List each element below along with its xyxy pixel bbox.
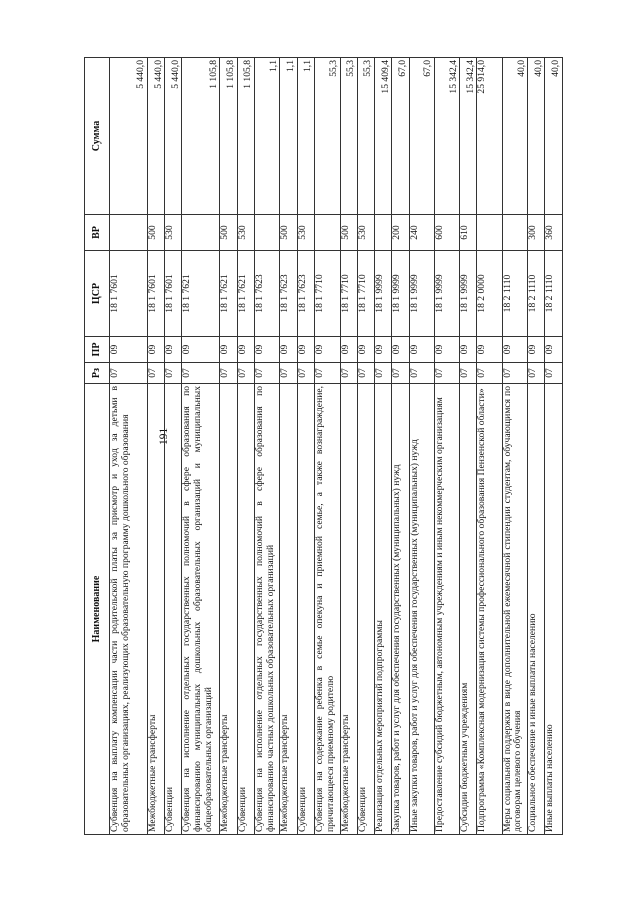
table-row [545,58,563,835]
row-sum: 1 105,8 [182,58,220,215]
row-csr: 18 1 9999 [409,251,434,337]
row-rz: 07 [280,363,297,384]
row-rz: 07 [147,363,164,384]
row-vr: 600 [434,215,459,251]
row-rz: 07 [460,363,477,384]
row-rz: 07 [502,363,528,384]
row-csr: 18 2 1110 [502,251,528,337]
row-sum: 5 440,0 [110,58,148,215]
row-pr: 09 [220,337,237,363]
table-row [434,58,459,835]
row-name: Межбюджетные трансферты [280,384,297,835]
row-vr: 240 [409,215,434,251]
row-name: Предоставление субсидий бюджетным, автономным учреждениям и иным некоммерческим организациям [434,384,459,835]
budget-table [84,57,563,835]
row-sum: 1 105,8 [237,58,254,215]
row-vr: 500 [147,215,164,251]
row-csr: 18 1 7710 [314,251,340,337]
table-row [528,58,545,835]
table-row [182,58,220,835]
row-pr: 09 [477,337,502,363]
row-rz: 07 [237,363,254,384]
row-vr: 300 [528,215,545,251]
row-csr: 18 1 7710 [340,251,357,337]
row-pr: 09 [357,337,374,363]
row-csr: 18 2 0000 [477,251,502,337]
row-pr: 09 [182,337,220,363]
row-pr: 09 [110,337,148,363]
row-pr: 09 [409,337,434,363]
row-vr [254,215,280,251]
table-row [254,58,280,835]
row-csr: 18 1 7601 [165,251,182,337]
header-rz: Рз [85,363,110,384]
header-csr: ЦСР [85,251,110,337]
row-name: Меры социальной поддержки в виде дополнительной ежемесячной стипендии студентам, обучающимся по договорам целевого обучения [502,384,528,835]
row-rz: 07 [165,363,182,384]
row-sum: 55,3 [340,58,357,215]
table-row [375,58,392,835]
row-vr: 200 [392,215,409,251]
row-sum: 15 409,4 [375,58,392,215]
row-sum: 5 440,0 [147,58,164,215]
table-row [477,58,502,835]
table-row [502,58,528,835]
row-sum: 5 440,0 [165,58,182,215]
row-pr: 09 [147,337,164,363]
row-csr: 18 1 9999 [460,251,477,337]
row-name: Межбюджетные трансферты [340,384,357,835]
row-sum: 1,1 [297,58,314,215]
row-pr: 09 [165,337,182,363]
row-csr: 18 1 9999 [434,251,459,337]
budget-table-container [84,58,563,835]
row-rz: 07 [477,363,502,384]
table-row [314,58,340,835]
row-csr: 18 1 7710 [357,251,374,337]
row-rz: 07 [340,363,357,384]
table-row [392,58,409,835]
row-rz: 07 [182,363,220,384]
row-name: Субвенции [237,384,254,835]
row-sum: 40,0 [528,58,545,215]
row-pr: 09 [237,337,254,363]
row-rz: 07 [110,363,148,384]
row-name: Субвенции [165,384,182,835]
row-pr: 09 [254,337,280,363]
row-vr [502,215,528,251]
row-name: Межбюджетные трансферты [220,384,237,835]
row-vr: 530 [297,215,314,251]
row-sum: 67,0 [392,58,409,215]
row-pr: 09 [280,337,297,363]
row-pr: 09 [460,337,477,363]
header-vr: ВР [85,215,110,251]
table-row [237,58,254,835]
row-name: Субвенция на содержание ребенка в семье опекуна и приемной семье, а также вознаграждение, причитающееся приемному родителю [314,384,340,835]
row-pr: 09 [434,337,459,363]
row-vr: 610 [460,215,477,251]
row-pr: 09 [528,337,545,363]
row-rz: 07 [392,363,409,384]
row-pr: 09 [375,337,392,363]
table-row [147,58,164,835]
table-row [409,58,434,835]
row-name: Реализация отдельных мероприятий подпрограммы [375,384,392,835]
table-row [340,58,357,835]
header-pr: ПР [85,337,110,363]
row-pr: 09 [297,337,314,363]
row-vr: 500 [280,215,297,251]
header-sum: Сумма [85,58,110,215]
row-name: Субсидии бюджетным учреждениям [460,384,477,835]
row-vr: 530 [357,215,374,251]
table-header-row [85,58,110,835]
row-csr: 18 1 7621 [220,251,237,337]
row-rz: 07 [254,363,280,384]
row-sum: 1 105,8 [220,58,237,215]
row-name: Субвенция на исполнение отдельных государственных полномочий в сфере образования по финансированию муниципальных дошкольных образовательных организаций и муниципальных общеобразовательных организаций [182,384,220,835]
row-vr: 530 [237,215,254,251]
header-name: Наименование [85,384,110,835]
row-name: Иные выплаты населению [545,384,563,835]
row-rz: 07 [375,363,392,384]
row-rz: 07 [528,363,545,384]
row-csr: 18 1 7623 [254,251,280,337]
row-csr: 18 2 1110 [545,251,563,337]
row-name: Закупка товаров, работ и услуг для обеспечения государственных (муниципальных) нужд [392,384,409,835]
row-name: Субвенции [297,384,314,835]
row-vr: 500 [340,215,357,251]
row-sum: 15 342,4 [460,58,477,215]
table-row [165,58,182,835]
row-sum: 40,0 [502,58,528,215]
row-rz: 07 [434,363,459,384]
row-name: Подпрограмма «Комплексная модернизация системы профессионального образования Пензенской области» [477,384,502,835]
table-row [220,58,237,835]
row-csr: 18 1 7623 [280,251,297,337]
row-sum: 40,0 [545,58,563,215]
row-sum: 15 342,4 [434,58,459,215]
row-pr: 09 [502,337,528,363]
row-vr [110,215,148,251]
row-pr: 09 [340,337,357,363]
row-rz: 07 [314,363,340,384]
row-vr: 500 [220,215,237,251]
row-csr: 18 1 9999 [375,251,392,337]
row-sum: 1,1 [254,58,280,215]
row-sum: 55,3 [357,58,374,215]
row-csr: 18 1 7601 [147,251,164,337]
table-row [297,58,314,835]
row-rz: 07 [409,363,434,384]
table-row [110,58,148,835]
row-rz: 07 [297,363,314,384]
row-csr: 18 2 1110 [528,251,545,337]
page-number: 191 [158,427,170,445]
row-sum: 25 914,0 [477,58,502,215]
row-rz: 07 [357,363,374,384]
row-pr: 09 [392,337,409,363]
row-rz: 07 [545,363,563,384]
row-csr: 18 1 7623 [297,251,314,337]
row-name: Субвенция на исполнение отдельных государственных полномочий в сфере образования по финансированию частных дошкольных образовательных организаций [254,384,280,835]
table-row [280,58,297,835]
row-name: Социальное обеспечение и иные выплаты населению [528,384,545,835]
row-vr [477,215,502,251]
row-csr: 18 1 7621 [237,251,254,337]
row-vr [314,215,340,251]
row-vr [182,215,220,251]
row-name: Субвенция на выплату компенсации части родительской платы за присмотр и уход за детьми в образовательных организациях, реализующих образовательную программу дошкольного образования [110,384,148,835]
row-rz: 07 [220,363,237,384]
row-vr: 360 [545,215,563,251]
row-pr: 09 [314,337,340,363]
row-vr [375,215,392,251]
row-sum: 1,1 [280,58,297,215]
row-vr: 530 [165,215,182,251]
row-sum: 67,0 [409,58,434,215]
table-row [460,58,477,835]
row-sum: 55,3 [314,58,340,215]
row-name: Межбюджетные трансферты [147,384,164,835]
row-name: Субвенции [357,384,374,835]
row-csr: 18 1 7601 [110,251,148,337]
row-name: Иные закупки товаров, работ и услуг для обеспечения государственных (муниципальных) нужд [409,384,434,835]
row-csr: 18 1 7621 [182,251,220,337]
row-pr: 09 [545,337,563,363]
row-csr: 18 1 9999 [392,251,409,337]
table-row [357,58,374,835]
